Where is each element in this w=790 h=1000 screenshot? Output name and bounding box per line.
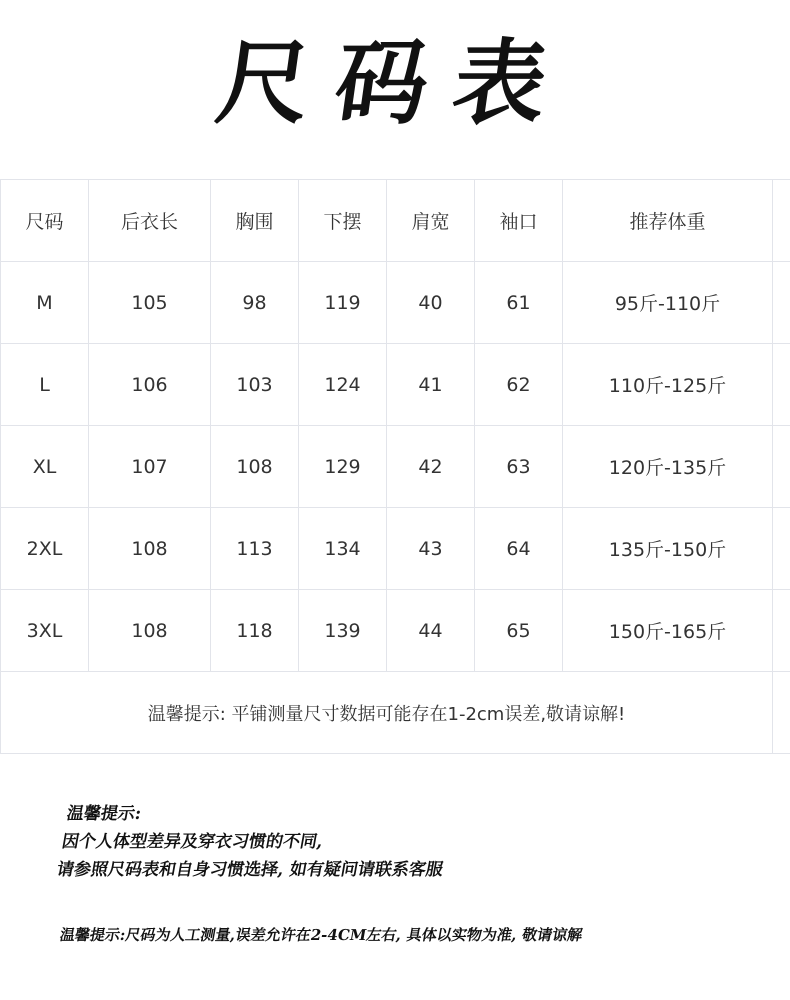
header-cell-shoulder: 肩宽 — [387, 180, 475, 262]
table-cell: 40 — [387, 262, 475, 344]
table-cell: 98 — [211, 262, 299, 344]
table-cell: M — [1, 262, 89, 344]
table-cell: 108 — [89, 508, 211, 590]
table-cell: 134 — [299, 508, 387, 590]
header-cell-extra — [773, 180, 790, 262]
table-cell: 2XL — [1, 508, 89, 590]
table-cell: 119 — [299, 262, 387, 344]
tips-line-1: 因个人体型差异及穿衣习惯的不同, — [60, 832, 325, 852]
tips-line-2: 请参照尺码表和自身习惯选择, 如有疑问请联系客服 — [55, 860, 445, 880]
table-row — [1, 508, 790, 590]
table-cell: 61 — [475, 262, 563, 344]
table-cell — [773, 590, 790, 672]
table-cell: 135斤-150斤 — [563, 508, 773, 590]
table-cell: 129 — [299, 426, 387, 508]
table-header-row — [1, 180, 790, 262]
table-cell: L — [1, 344, 89, 426]
table-cell — [773, 426, 790, 508]
table-row — [1, 262, 790, 344]
table-cell: 62 — [475, 344, 563, 426]
tips-heading: 温馨提示: — [65, 804, 143, 824]
table-cell: 120斤-135斤 — [563, 426, 773, 508]
table-cell: 41 — [387, 344, 475, 426]
table-row — [1, 426, 790, 508]
table-note-row — [1, 672, 790, 754]
table-cell — [773, 344, 790, 426]
table-cell — [773, 508, 790, 590]
header-cell-hem: 下摆 — [299, 180, 387, 262]
table-cell: 63 — [475, 426, 563, 508]
header-cell-size: 尺码 — [1, 180, 89, 262]
table-row — [1, 590, 790, 672]
table-cell: XL — [1, 426, 89, 508]
table-cell: 107 — [89, 426, 211, 508]
table-cell: 42 — [387, 426, 475, 508]
table-cell: 110斤-125斤 — [563, 344, 773, 426]
table-cell — [773, 672, 790, 754]
header-cell-back-length: 后衣长 — [89, 180, 211, 262]
table-cell: 113 — [211, 508, 299, 590]
header-cell-chest: 胸围 — [211, 180, 299, 262]
table-cell: 139 — [299, 590, 387, 672]
table-cell: 3XL — [1, 590, 89, 672]
table-row — [1, 344, 790, 426]
table-cell: 108 — [211, 426, 299, 508]
table-cell: 108 — [89, 590, 211, 672]
table-cell: 64 — [475, 508, 563, 590]
table-cell: 118 — [211, 590, 299, 672]
table-cell: 43 — [387, 508, 475, 590]
tips-block — [55, 800, 770, 884]
table-cell: 44 — [387, 590, 475, 672]
page-title: 尺码表 — [210, 29, 580, 137]
table-cell: 103 — [211, 344, 299, 426]
header-cell-weight: 推荐体重 — [563, 180, 773, 262]
table-cell — [773, 262, 790, 344]
header-cell-cuff: 袖口 — [475, 180, 563, 262]
size-table — [0, 179, 790, 754]
table-cell: 95斤-110斤 — [563, 262, 773, 344]
measurement-note: 温馨提示: 平铺测量尺寸数据可能存在1-2cm误差,敬请谅解! — [1, 672, 773, 754]
table-cell: 65 — [475, 590, 563, 672]
table-cell: 150斤-165斤 — [563, 590, 773, 672]
table-cell: 105 — [89, 262, 211, 344]
bottom-tip: 温馨提示:尺码为人工测量,误差允许在2-4CM左右, 具体以实物为准, 敬请谅解 — [58, 926, 584, 944]
table-cell: 124 — [299, 344, 387, 426]
table-cell: 106 — [89, 344, 211, 426]
